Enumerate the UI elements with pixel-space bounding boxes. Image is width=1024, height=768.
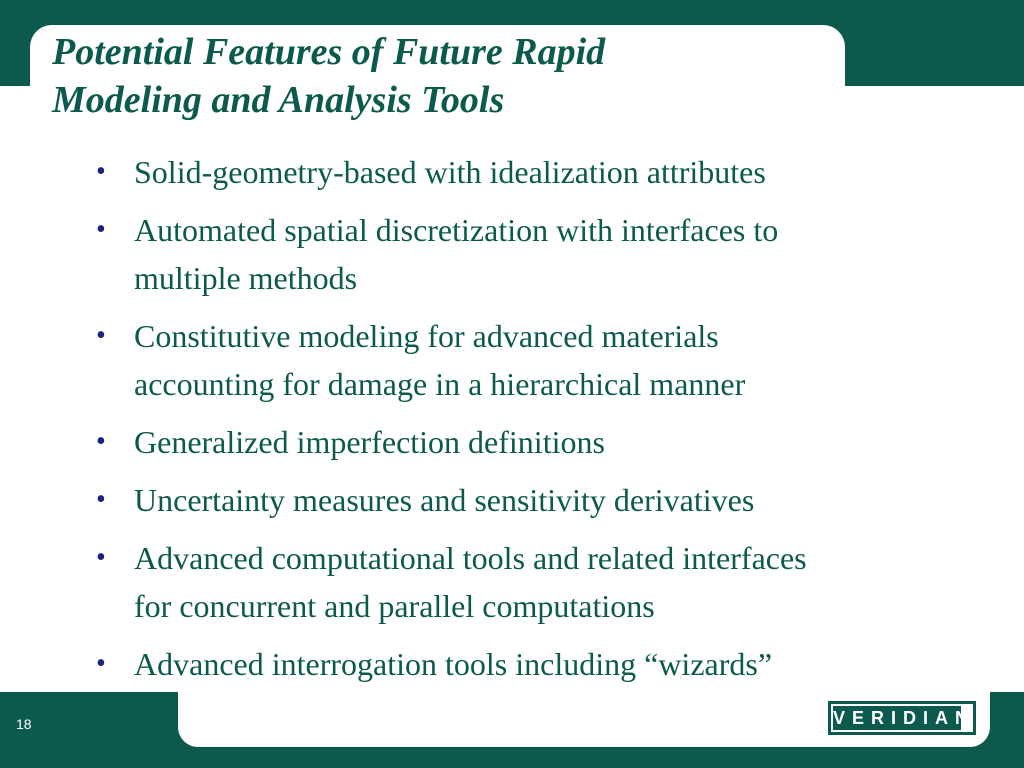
bullet-text-continued: accounting for damage in a hierarchical manner [134, 366, 746, 402]
bullet-text: Advanced computational tools and related interfaces [134, 540, 807, 576]
bullet-marker: • [96, 484, 106, 515]
bullet-marker: • [96, 320, 106, 351]
bullet-marker: • [96, 214, 106, 245]
bullet-marker: • [96, 648, 106, 679]
bullet-text: Automated spatial discretization with interfaces to [134, 212, 779, 248]
bullet-marker: • [96, 156, 106, 187]
bullet-marker: • [96, 426, 106, 457]
bullet-item [96, 418, 996, 466]
bullet-marker: • [96, 542, 106, 573]
bullet-text-continued: for concurrent and parallel computations [134, 588, 655, 624]
slide-title-line-2: Modeling and Analysis Tools [52, 79, 505, 121]
logo-wordmark: VERIDIAN [833, 708, 976, 728]
bullet-text: Constitutive modeling for advanced materials [134, 318, 719, 354]
slide-title-line-1: Potential Features of Future Rapid [52, 31, 606, 73]
bullet-text: Advanced interrogation tools including “wizards” [134, 646, 773, 682]
bullet-item [96, 148, 996, 196]
bullet-item [96, 534, 996, 630]
bullet-text-continued: multiple methods [134, 260, 358, 296]
bullet-item [96, 640, 996, 688]
bullet-text: Uncertainty measures and sensitivity derivatives [134, 482, 755, 518]
bullet-item [96, 312, 996, 408]
bullet-text: Generalized imperfection definitions [134, 424, 605, 460]
bullet-list [96, 148, 996, 698]
bullet-item [96, 206, 996, 302]
bullet-item [96, 476, 996, 524]
slide-title [52, 28, 832, 124]
veridian-logo [828, 701, 976, 735]
page-number: 18 [16, 716, 32, 732]
bullet-text: Solid-geometry-based with idealization attributes [134, 154, 766, 190]
